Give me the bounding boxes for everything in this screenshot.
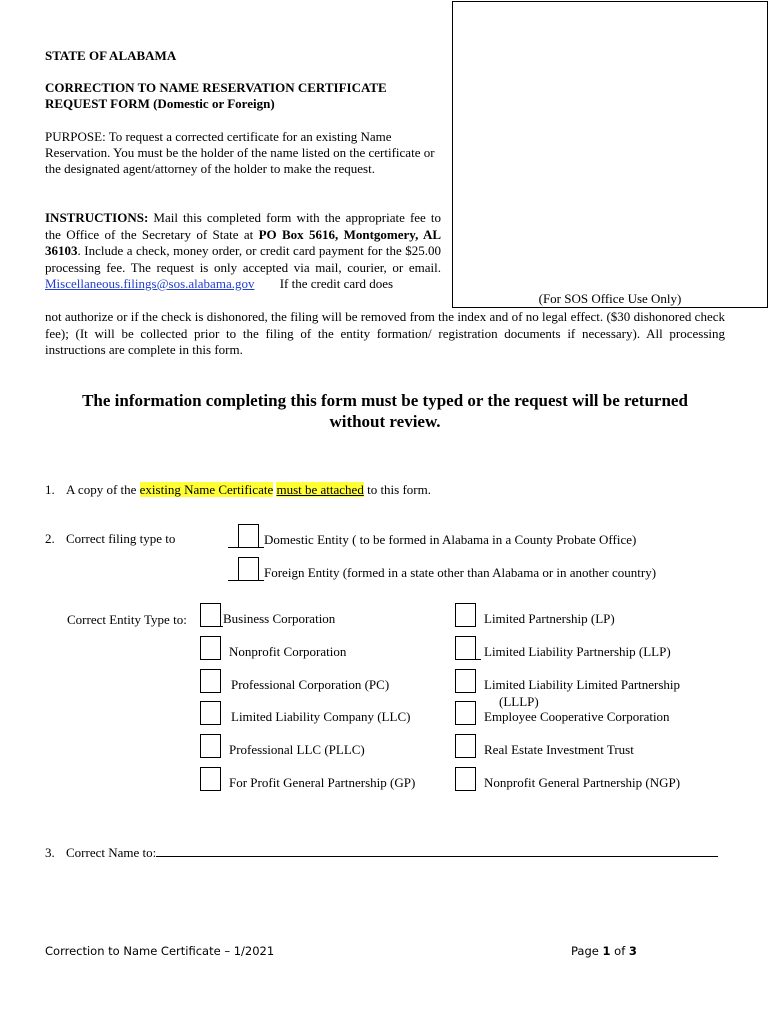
instructions-text2: . Include a check, money order, or credit card payment for the $25.00 processing fee. The request is only accepted via mail, courier, or email.: [45, 243, 441, 275]
entity-left-label: Nonprofit Corporation: [229, 644, 347, 659]
item-1: [45, 482, 431, 498]
llc-checkbox[interactable]: [200, 701, 221, 725]
entity-right-label: Limited Liability Partnership (LLP): [484, 644, 671, 659]
entity-option-professional-corporation: [200, 669, 389, 693]
entity-option-pllc: [200, 734, 365, 758]
entity-left-label: Business Corporation: [223, 611, 336, 626]
entity-right-label: Limited Partnership (LP): [484, 611, 615, 626]
item-1-suffix: to this form.: [367, 482, 431, 497]
sos-office-use-box: [452, 1, 768, 308]
lp-checkbox[interactable]: [455, 603, 476, 627]
item-1-highlight-existing: existing Name Certificate: [139, 482, 274, 497]
pllc-checkbox[interactable]: [200, 734, 221, 758]
purpose-text: PURPOSE: To request a corrected certificate for an existing Name Reservation. You must be the holder of the name listed on the certificate or the designated agent/attorney of the holder to make the request.: [45, 129, 435, 176]
instructions-address: PO Box 5616, Montgomery, AL 36103: [45, 226, 442, 258]
item-1-number: 1.: [45, 482, 55, 497]
entity-left-label: Professional LLC (PLLC): [229, 742, 365, 757]
sos-office-use-label: (For SOS Office Use Only): [538, 291, 682, 306]
entity-option-employee-cooperative: [455, 701, 670, 725]
entity-right-label: Limited Liability Limited Partnership: [484, 677, 681, 692]
typed-notice: [40, 390, 730, 432]
lllp-checkbox[interactable]: [455, 669, 476, 693]
instructions-continuation: not authorize or if the check is dishonored, the filing will be removed from the index and of no legal effect. ($30 dishonored check fee); (It will be collected prior to the filing of the entity formation/ registration documents if necessary). All processing instructions are complete in this form.: [45, 309, 725, 357]
typed-notice-line1: The information completing this form must be typed or the request will be returned: [82, 391, 688, 410]
item-2-label: Correct filing type to: [66, 531, 176, 546]
entity-option-lllp: [455, 669, 680, 693]
typed-notice-line2: without review.: [329, 412, 441, 431]
entity-option-reit: [455, 734, 634, 758]
item-3-number: 3.: [45, 845, 55, 860]
entity-option-ngp: [455, 767, 680, 791]
entity-right-label: Nonprofit General Partnership (NGP): [484, 775, 681, 790]
page-current: 1: [602, 944, 611, 958]
entity-right-label: Employee Cooperative Corporation: [484, 709, 670, 724]
blank-line: [228, 527, 238, 548]
domestic-entity-option: [228, 524, 636, 548]
entity-left-label: Limited Liability Company (LLC): [231, 709, 411, 724]
entity-option-llp: [455, 636, 671, 660]
footer-page-number: [571, 944, 637, 958]
correct-name-input-line[interactable]: [156, 842, 718, 857]
entity-option-business-corporation: [200, 603, 335, 627]
entity-option-llc: [200, 701, 410, 725]
page-label: Page: [571, 944, 599, 958]
entity-type-label: Correct Entity Type to:: [67, 612, 187, 627]
entity-right-label: Real Estate Investment Trust: [484, 742, 634, 757]
entity-option-gp: [200, 767, 415, 791]
gp-checkbox[interactable]: [200, 767, 221, 791]
entity-option-nonprofit-corporation: [200, 636, 346, 660]
item-3: [45, 842, 718, 861]
employee-cooperative-checkbox[interactable]: [455, 701, 476, 725]
page-of: of: [614, 944, 626, 958]
item-1-prefix: A copy of the: [66, 482, 137, 497]
item-2-label-row: [45, 531, 175, 547]
footer-form-name: Correction to Name Certificate – 1/2021: [45, 944, 275, 958]
domestic-entity-label: Domestic Entity ( to be formed in Alabama in a County Probate Office): [264, 532, 637, 547]
instructions-block: [45, 210, 441, 293]
blank-line: [228, 560, 238, 581]
state-title: STATE OF ALABAMA: [45, 48, 177, 63]
entity-left-label: For Profit General Partnership (GP): [229, 775, 416, 790]
page-total: 3: [628, 944, 637, 958]
instructions-label: INSTRUCTIONS:: [45, 210, 149, 225]
entity-option-lp: [455, 603, 615, 627]
form-title-line1: CORRECTION TO NAME RESERVATION CERTIFICATE: [45, 80, 387, 95]
foreign-entity-option: [228, 557, 656, 581]
instructions-text3: If the credit card does: [279, 276, 394, 291]
item-3-label: Correct Name to:: [66, 845, 157, 860]
item-1-highlight-attached: must be attached: [276, 482, 364, 497]
business-corporation-checkbox[interactable]: [200, 603, 221, 627]
professional-corporation-checkbox[interactable]: [200, 669, 221, 693]
item-2-number: 2.: [45, 531, 55, 546]
ngp-checkbox[interactable]: [455, 767, 476, 791]
llp-checkbox[interactable]: [455, 636, 476, 660]
domestic-entity-checkbox[interactable]: [238, 524, 259, 548]
entity-left-label: Professional Corporation (PC): [231, 677, 390, 692]
email-link[interactable]: Miscellaneous.filings@sos.alabama.gov: [45, 276, 255, 291]
lllp-suffix: (LLLP): [499, 694, 539, 709]
instructions-text1: Mail this completed form with the appropriate fee to the Office of the Secretary of State at: [45, 210, 442, 242]
blank-line: [476, 639, 481, 660]
foreign-entity-checkbox[interactable]: [238, 557, 259, 581]
foreign-entity-label: Foreign Entity (formed in a state other than Alabama or in another country): [264, 565, 657, 580]
reit-checkbox[interactable]: [455, 734, 476, 758]
nonprofit-corporation-checkbox[interactable]: [200, 636, 221, 660]
form-title-line2: REQUEST FORM (Domestic or Foreign): [45, 96, 275, 111]
